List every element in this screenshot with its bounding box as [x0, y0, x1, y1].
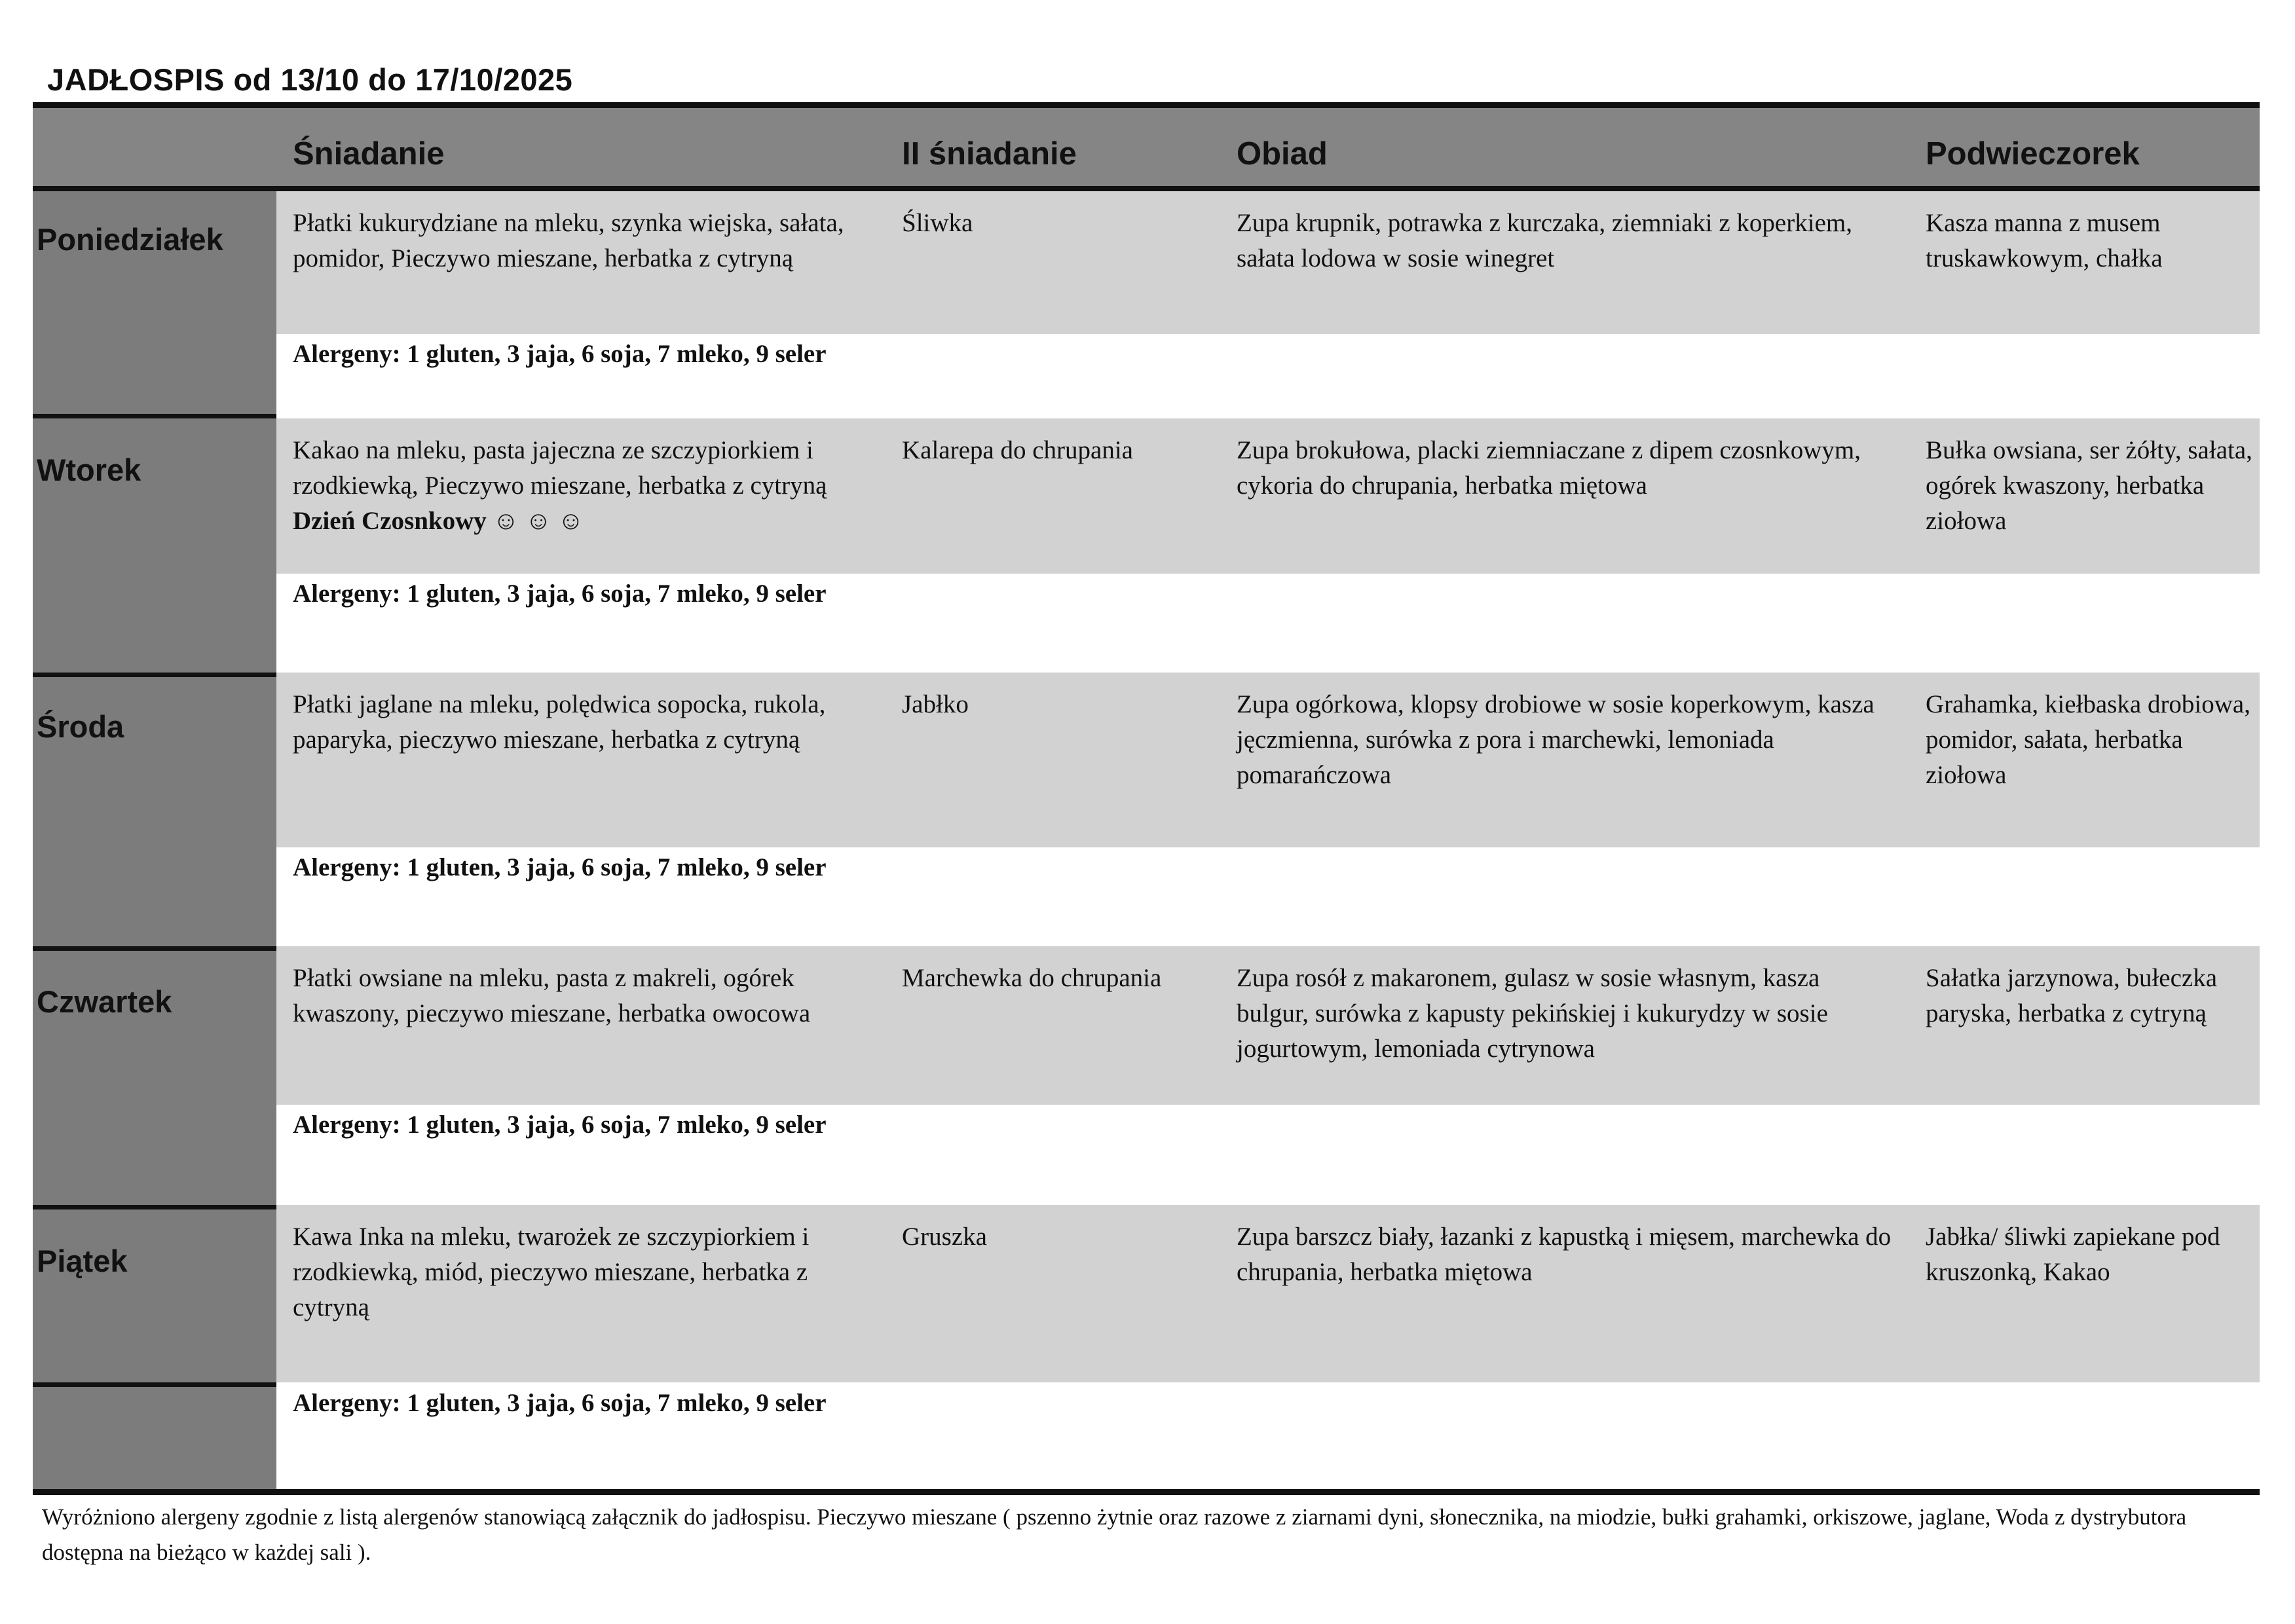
- day-separator: [33, 1205, 276, 1209]
- cell-podwieczorek: Bułka owsiana, ser żółty, sałata, ogórek kwaszony, herbatka ziołowa: [1926, 436, 2252, 535]
- cell-sniadanie-text: Kakao na mleku, pasta jajeczna ze szczypiorkiem i rzodkiewką, Pieczywo mieszane, herbatka z cytryną: [293, 436, 827, 500]
- cell-obiad: Zupa krupnik, potrawka z kurczaka, ziemniaki z koperkiem, sałata lodowa w sosie winegret: [1237, 209, 1852, 272]
- cell-podwieczorek: Jabłka/ śliwki zapiekane pod kruszonką, Kakao: [1926, 1223, 2220, 1286]
- column-header-sniadanie: Śniadanie: [293, 136, 445, 172]
- cell-obiad: Zupa rosół z makaronem, gulasz w sosie własnym, kasza bulgur, surówka z kapusty pekińskiej i kukurydzy w sosie jogurtowym, lemoniada cytrynowa: [1237, 964, 1828, 1063]
- day-row-wednesday: [276, 673, 2260, 847]
- column-header-podwieczorek: Podwieczorek: [1926, 136, 2140, 172]
- day-separator: [33, 673, 276, 677]
- cell-sniadanie: Płatki jaglane na mleku, polędwica sopocka, rukola, paparyka, pieczywo mieszane, herbatka z cytryną: [293, 690, 826, 754]
- cell-podwieczorek: Kasza manna z musem truskawkowym, chałka: [1926, 209, 2163, 272]
- cell-ii-sniadanie: Gruszka: [902, 1223, 987, 1251]
- cell-ii-sniadanie: Kalarepa do chrupania: [902, 436, 1133, 464]
- top-rule: [33, 102, 2260, 108]
- bottom-rule: [33, 1489, 2260, 1495]
- allergen-note-friday: Alergeny: 1 gluten, 3 jaja, 6 soja, 7 mleko, 9 seler: [293, 1389, 827, 1417]
- day-row-thursday: [276, 946, 2260, 1105]
- allergen-note-wednesday: Alergeny: 1 gluten, 3 jaja, 6 soja, 7 mleko, 9 seler: [293, 853, 827, 881]
- cell-ii-sniadanie: Marchewka do chrupania: [902, 964, 1162, 992]
- cell-ii-sniadanie: Śliwka: [902, 209, 973, 237]
- cell-ii-sniadanie: Jabłko: [902, 690, 969, 718]
- day-separator: [33, 1382, 276, 1387]
- cell-sniadanie: Kawa Inka na mleku, twarożek ze szczypiorkiem i rzodkiewką, miód, pieczywo mieszane, herbatka z cytryną: [293, 1223, 810, 1321]
- special-day-note: Dzień Czosnkowy ☺ ☺ ☺: [293, 507, 584, 535]
- cell-podwieczorek: Sałatka jarzynowa, bułeczka paryska, herbatka z cytryną: [1926, 964, 2218, 1027]
- cell-sniadanie: [293, 433, 882, 539]
- day-column: [33, 191, 276, 1489]
- day-label-tuesday: Wtorek: [37, 452, 141, 487]
- day-row-tuesday: [276, 418, 2260, 574]
- day-label-friday: Piątek: [37, 1244, 128, 1278]
- cell-obiad: Zupa ogórkowa, klopsy drobiowe w sosie koperkowym, kasza jęczmienna, surówka z pora i marchewki, lemoniada pomarańczowa: [1237, 690, 1875, 789]
- column-header-ii-sniadanie: II śniadanie: [902, 136, 1077, 172]
- cell-podwieczorek: Grahamka, kiełbaska drobiowa, pomidor, sałata, herbatka ziołowa: [1926, 690, 2250, 789]
- allergen-note-monday: Alergeny: 1 gluten, 3 jaja, 6 soja, 7 mleko, 9 seler: [293, 340, 827, 368]
- cell-sniadanie: Płatki kukurydziane na mleku, szynka wiejska, sałata, pomidor, Pieczywo mieszane, herbatka z cytryną: [293, 209, 844, 272]
- day-row-friday: [276, 1205, 2260, 1382]
- allergen-note-thursday: Alergeny: 1 gluten, 3 jaja, 6 soja, 7 mleko, 9 seler: [293, 1111, 827, 1139]
- page-title: JADŁOSPIS od 13/10 do 17/10/2025: [47, 62, 573, 97]
- column-header-obiad: Obiad: [1237, 136, 1328, 172]
- cell-sniadanie: Płatki owsiane na mleku, pasta z makreli, ogórek kwaszony, pieczywo mieszane, herbatka owocowa: [293, 964, 811, 1027]
- allergen-note-tuesday: Alergeny: 1 gluten, 3 jaja, 6 soja, 7 mleko, 9 seler: [293, 580, 827, 608]
- day-label-thursday: Czwartek: [37, 984, 172, 1019]
- cell-obiad: Zupa brokułowa, placki ziemniaczane z dipem czosnkowym, cykoria do chrupania, herbatka miętowa: [1237, 436, 1861, 500]
- cell-obiad: Zupa barszcz biały, łazanki z kapustką i mięsem, marchewka do chrupania, herbatka miętowa: [1237, 1223, 1892, 1286]
- day-separator: [33, 414, 276, 418]
- day-separator: [33, 946, 276, 951]
- table-header: [33, 108, 2260, 186]
- day-label-monday: Poniedziałek: [37, 222, 223, 257]
- header-rule: [33, 186, 2260, 191]
- day-row-monday: [276, 191, 2260, 334]
- footnote: Wyróżniono alergeny zgodnie z listą alergenów stanowiącą załącznik do jadłospisu. Pieczywo mieszane ( pszenno żytnie oraz razowe z ziarnami dyni, słonecznika, na miodzie, bułki grahamki, orkiszowe, jaglane, Woda z dystrybutora dostępna na bieżąco w każdej sali ).: [42, 1504, 2187, 1565]
- day-label-wednesday: Środa: [37, 709, 124, 744]
